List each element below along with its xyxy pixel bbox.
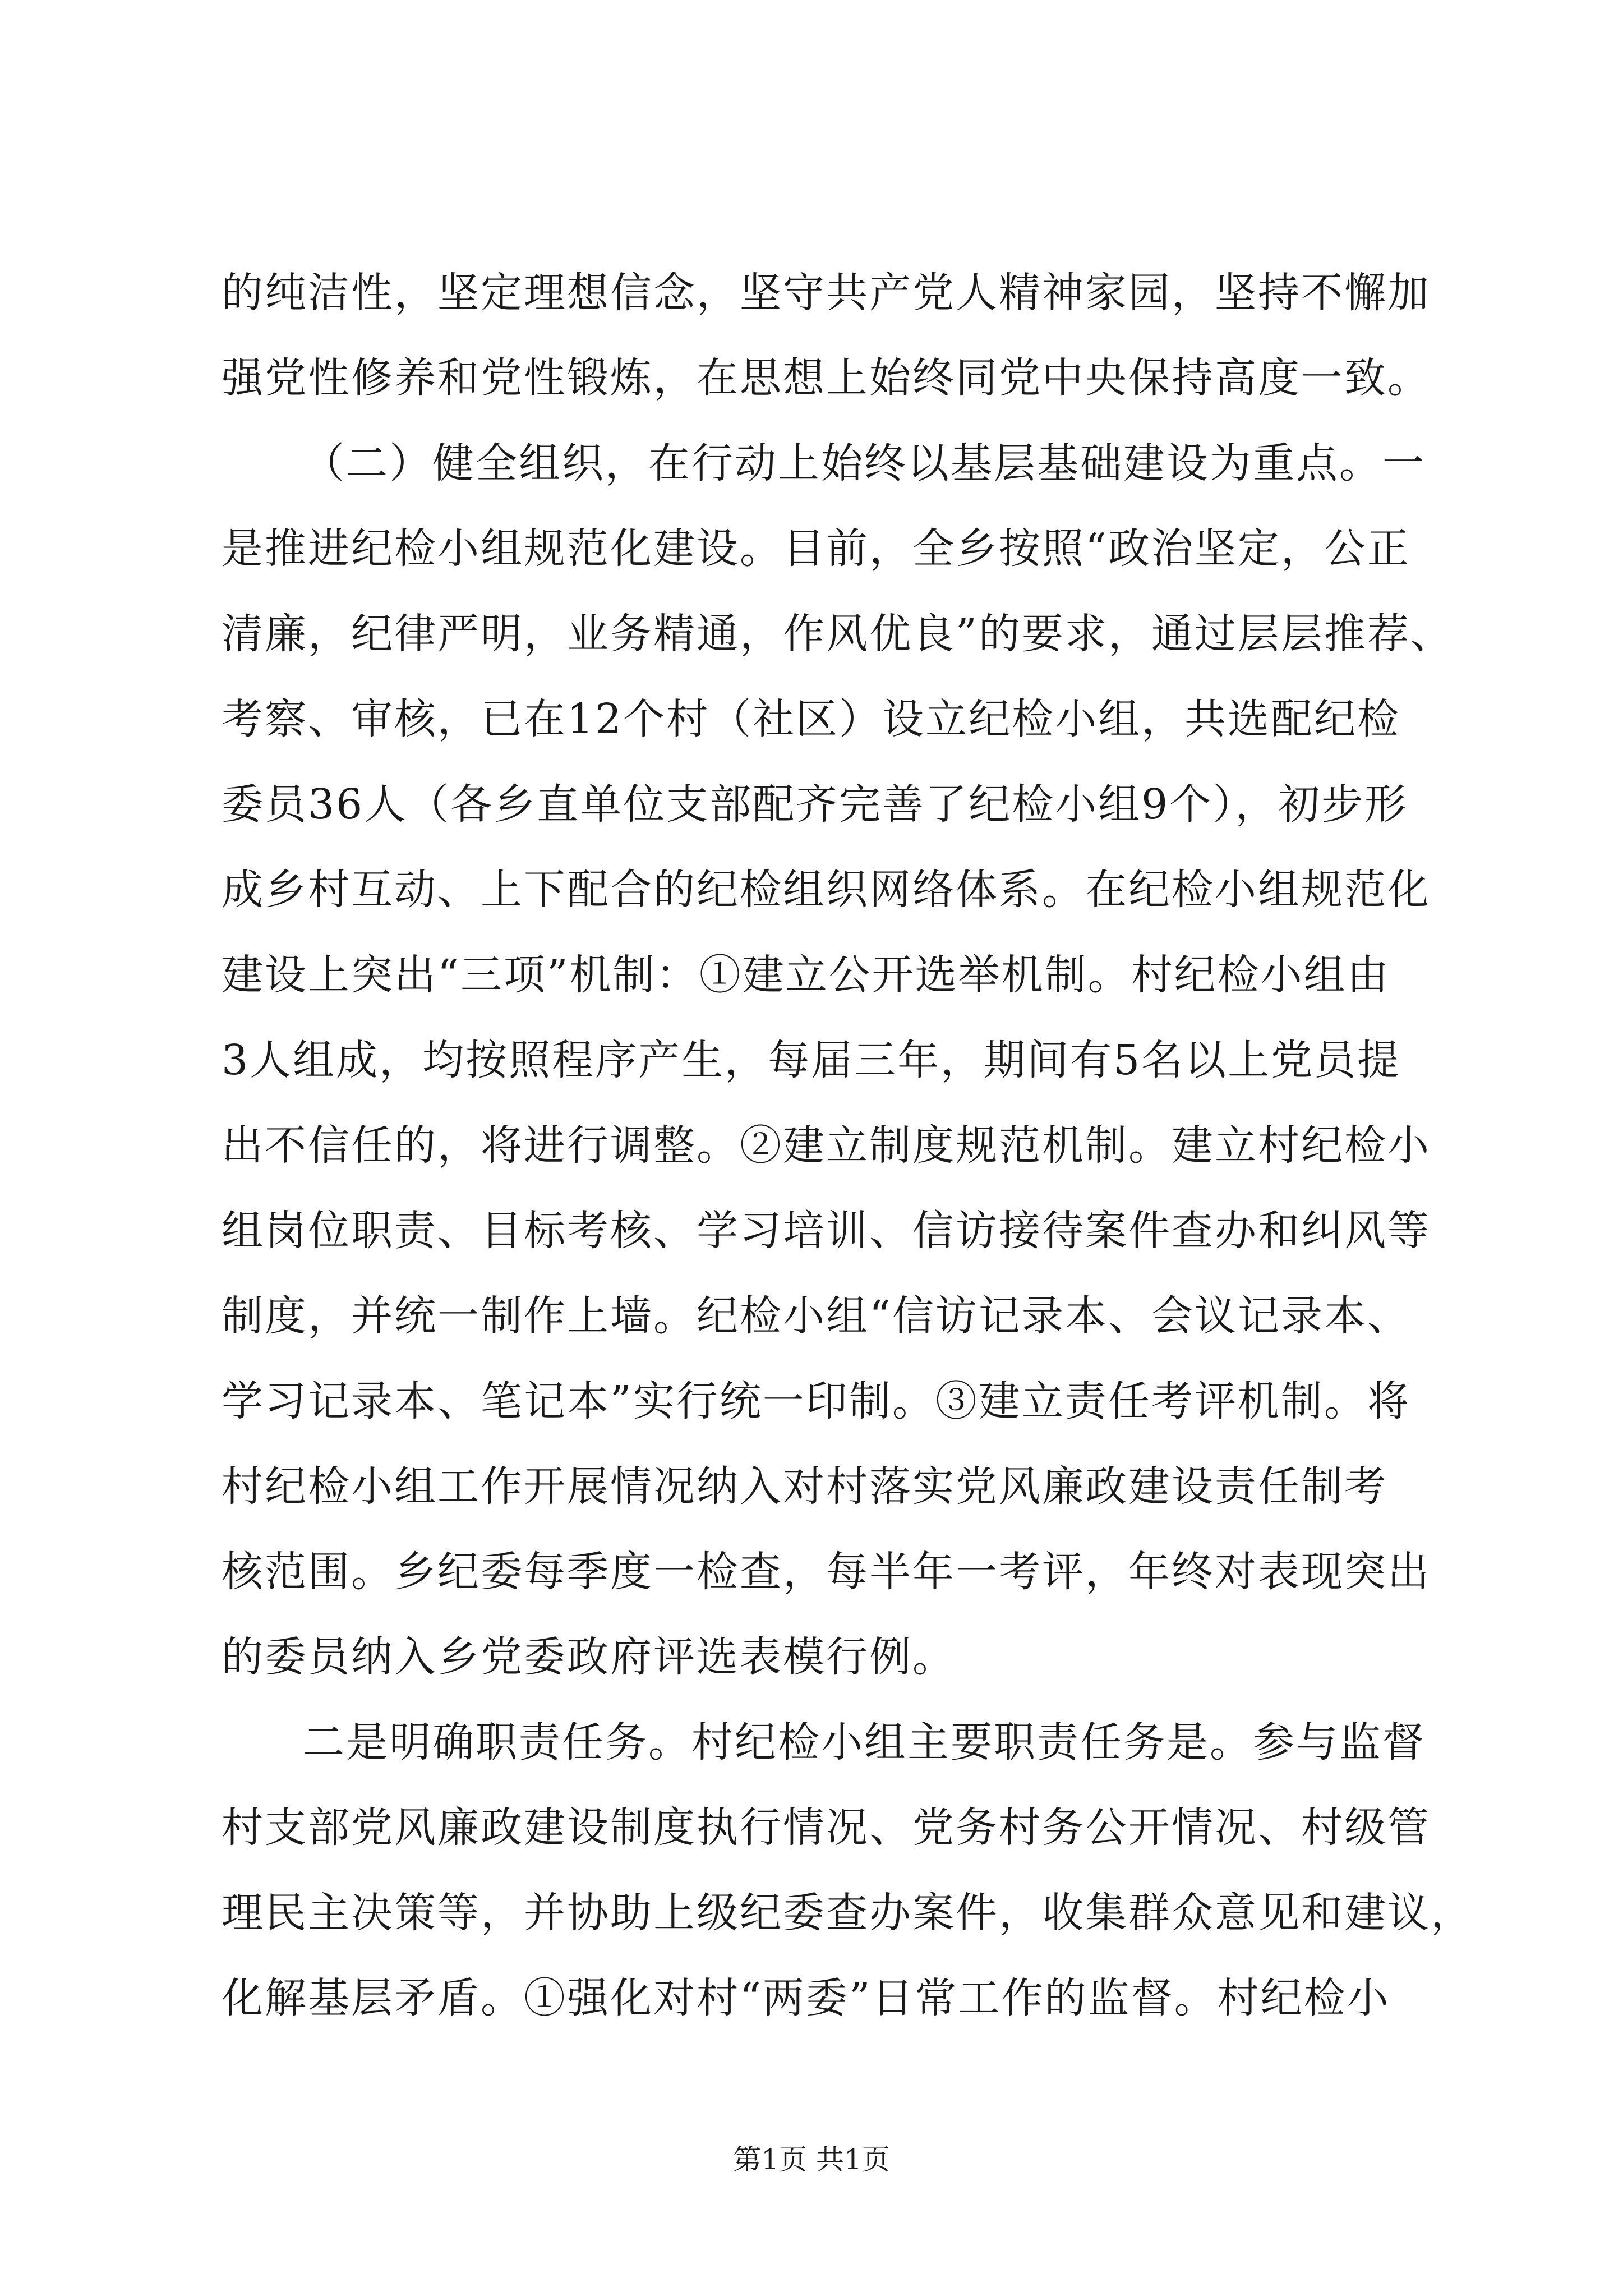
text-line: 建设上突出“三项”机制：①建立公开选举机制。村纪检小组由: [222, 951, 1390, 999]
text-line: 出不信任的，将进行调整。②建立制度规范机制。建立村纪检小: [222, 1121, 1431, 1170]
text-line: 学习记录本、笔记本”实行统一印制。③建立责任考评机制。将: [222, 1377, 1410, 1425]
text-line: 理民主决策等，并协助上级纪委查办案件，收集群众意见和建议，: [222, 1889, 1474, 1937]
text-line: 强党性修养和党性锻炼，在思想上始终同党中央保持高度一致。: [222, 354, 1431, 402]
text-line: 考察、审核，已在12个村（社区）设立纪检小组，共选配纪检: [222, 695, 1401, 743]
text-line: 的纯洁性，坚定理想信念，坚守共产党人精神家园，坚持不懈加: [222, 269, 1431, 317]
text-line: 清廉，纪律严明，业务精通，作风优良”的要求，通过层层推荐、: [222, 610, 1454, 658]
text-line: 的委员纳入乡党委政府评选表模行例。: [222, 1633, 956, 1681]
paragraph-start-line: 二是明确职责任务。村纪检小组主要职责任务是。参与监督: [303, 1718, 1426, 1766]
paragraph-start-line: （二）健全组织，在行动上始终以基层基础建设为重点。一: [303, 439, 1426, 487]
page-footer: 第1页 共1页: [733, 2143, 890, 2176]
text-line: 成乡村互动、上下配合的纪检组织网络体系。在纪检小组规范化: [222, 866, 1431, 914]
text-line: 村纪检小组工作开展情况纳入对村落实党风廉政建设责任制考: [222, 1462, 1387, 1511]
text-line: 委员36人（各乡直单位支部配齐完善了纪检小组9个），初步形: [222, 780, 1408, 829]
text-line: 核范围。乡纪委每季度一检查，每半年一考评，年终对表现突出: [222, 1548, 1431, 1596]
text-line: 制度，并统一制作上墙。纪检小组“信访记录本、会议记录本、: [222, 1292, 1410, 1340]
text-line: 是推进纪检小组规范化建设。目前，全乡按照“政治坚定，公正: [222, 524, 1410, 573]
text-line: 3人组成，均按照程序产生，每届三年，期间有5名以上党员提: [222, 1036, 1401, 1084]
text-line: 村支部党风廉政建设制度执行情况、党务村务公开情况、村级管: [222, 1803, 1431, 1852]
text-line: 组岗位职责、目标考核、学习培训、信访接待案件查办和纠风等: [222, 1207, 1431, 1255]
text-line: 化解基层矛盾。①强化对村“两委”日常工作的监督。村纪检小: [222, 1974, 1390, 2022]
